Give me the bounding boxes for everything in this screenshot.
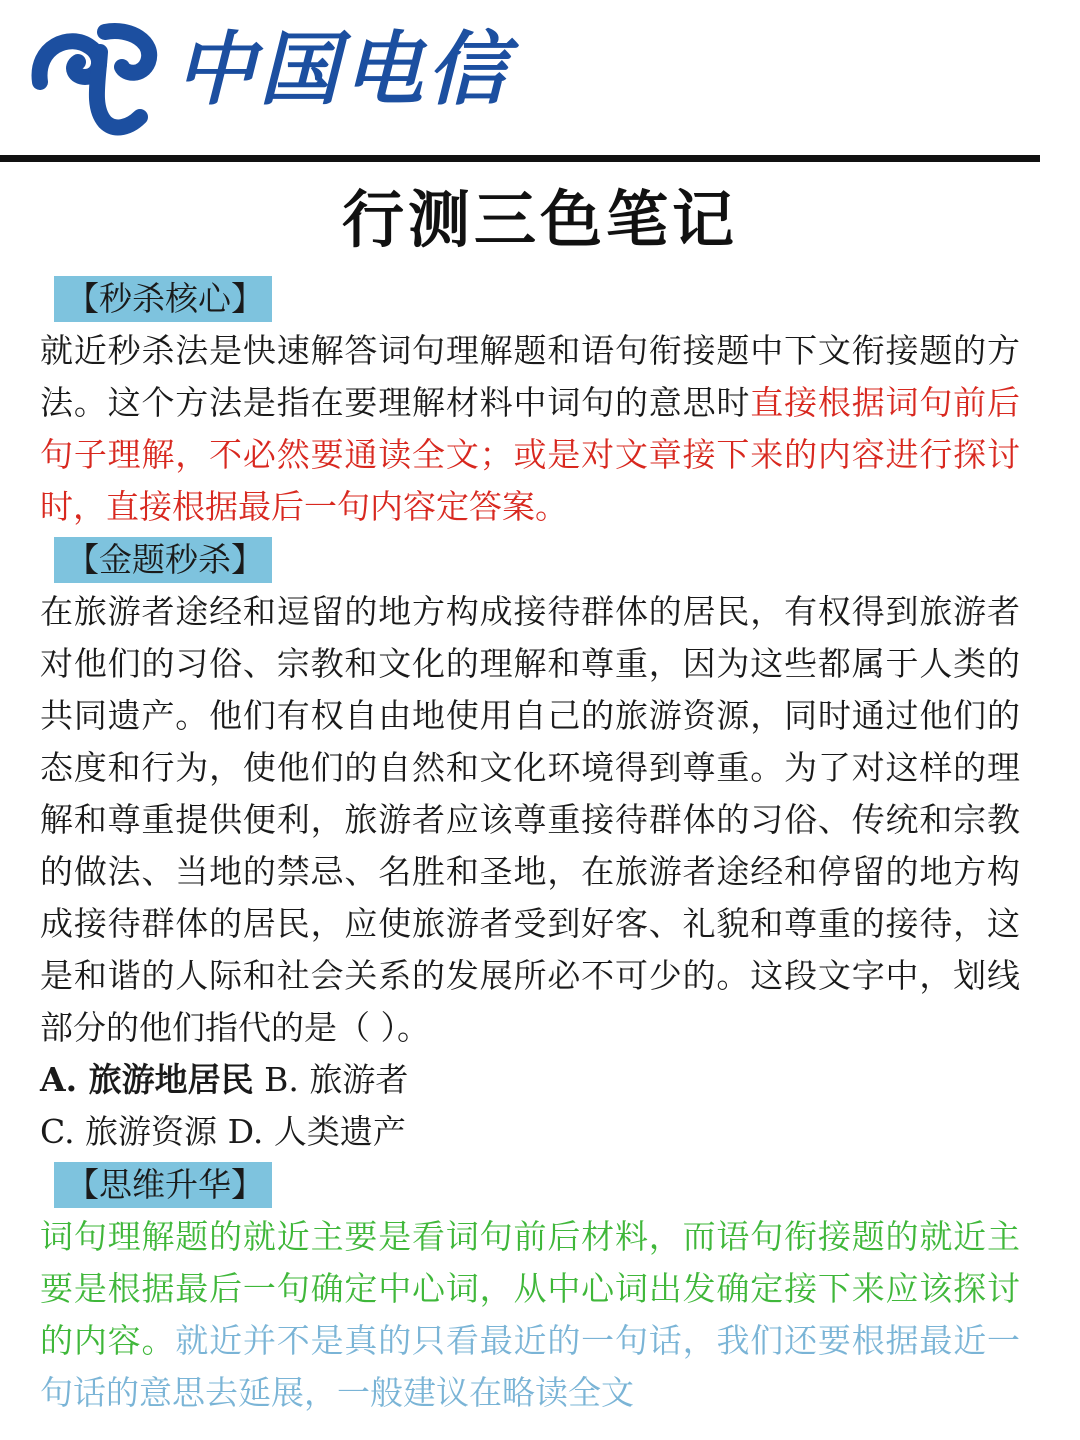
option-b: B. 旅游者 [264, 1060, 409, 1099]
brand-name: 中国电信 [175, 23, 511, 116]
option-c: C. 旅游资源 [40, 1112, 218, 1151]
header-divider [0, 155, 1040, 162]
insight-text-blue: 就近并不是真的只看最近的一句话，我们还要根据最近一句话的意思去延展，一般建议在略读全文 [40, 1321, 1021, 1412]
options-row-1 [40, 1054, 1020, 1106]
page-title: 行测三色笔记 [341, 183, 738, 256]
insight-text-green: 词句理解题的就近主要是看词句前后材料，而语句衔接题的就近主要是根据最后一句确定中心词，从中心词出发确定接下来应该探讨的内容。 [40, 1217, 1020, 1360]
section-tag-question: 【金题秒杀】 [54, 537, 272, 583]
insight-paragraph [40, 1211, 1020, 1419]
options-row-2 [40, 1106, 1020, 1158]
core-text-red: 直接根据词句前后句子理解，不必然要通读全文；或是对文章接下来的内容进行探讨时，直接根据最后一句内容定答案。 [40, 383, 1021, 526]
china-telecom-logo-icon [30, 22, 160, 137]
section-tag-insight: 【思维升华】 [54, 1162, 272, 1208]
question-text: 在旅游者途经和逗留的地方构成接待群体的居民，有权得到旅游者对他们的习俗、宗教和文化的理解和尊重，因为这些都属于人类的共同遗产。他们有权自由地使用自己的旅游资源，同时通过他们的态度和行为，使他们的自然和文化环境得到尊重。为了对这样的理解和尊重提供便利，旅游者应该尊重接待群体的习俗、传统和宗教的做法、当地的禁忌、名胜和圣地，在旅游者途经和停留的地方构成接待群体的居民，应使旅游者受到好客、礼貌和尊重的接待，这是和谐的人际和社会关系的发展所必不可少的。这段文字中，划线部分的他们指代的是（ ）。 [40, 592, 1020, 1047]
section-tag-core: 【秒杀核心】 [54, 276, 272, 322]
note-content [40, 272, 1020, 1419]
header [0, 0, 1080, 160]
option-a: A. 旅游地居民 [40, 1060, 254, 1099]
core-text-plain: 就近秒杀法是快速解答词句理解题和语句衔接题中下文衔接题的方法。这个方法是指在要理解材料中词句的意思时 [40, 331, 1020, 422]
option-d: D. 人类遗产 [227, 1112, 406, 1151]
core-paragraph [40, 325, 1020, 533]
